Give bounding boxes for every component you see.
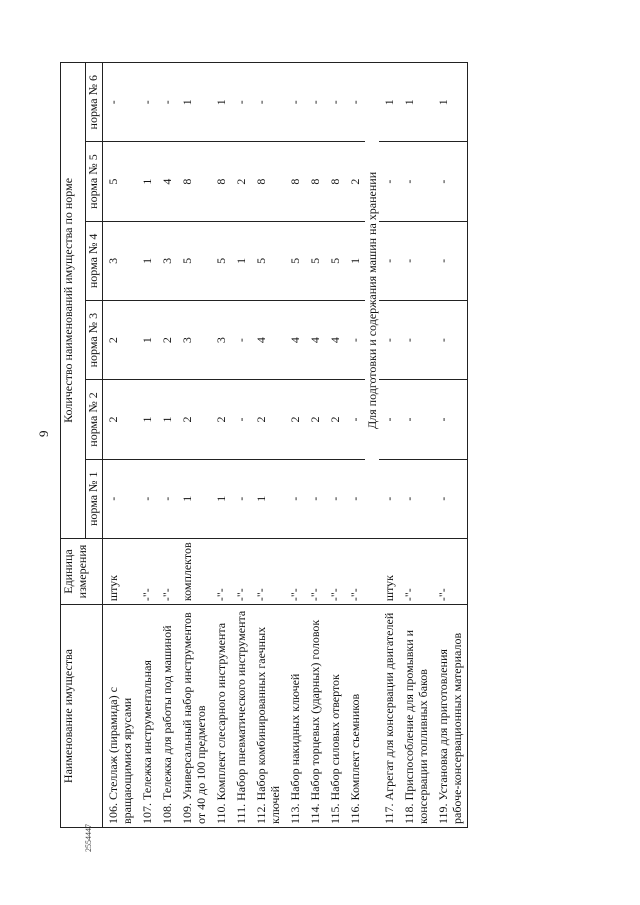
norm-1-value: 1	[177, 459, 211, 538]
norm-3-value: 4	[251, 301, 285, 380]
norm-4-value: 5	[251, 221, 285, 300]
table-row	[231, 63, 251, 828]
norm-2-value: 1	[157, 380, 177, 459]
item-unit: -"-	[285, 538, 305, 604]
norm-2-value: -	[399, 380, 433, 459]
norm-6-value: 1	[211, 63, 231, 142]
header-norm-4: норма № 4	[86, 221, 103, 300]
item-name: 107. Тележка инструментальная	[137, 605, 157, 828]
item-unit: -"-	[325, 538, 345, 604]
norm-3-value: -	[379, 301, 399, 380]
norm-2-value: 2	[103, 380, 138, 459]
item-unit: -"-	[137, 538, 157, 604]
norm-2-value: 2	[211, 380, 231, 459]
item-name: 106. Стеллаж (пирамида) с вращающимися ярусами	[103, 605, 138, 828]
norm-2-value: -	[433, 380, 468, 459]
norm-3-value: -	[231, 301, 251, 380]
norm-6-value: 1	[177, 63, 211, 142]
header-norm-5: норма № 5	[86, 142, 103, 221]
norm-3-value: 4	[285, 301, 305, 380]
header-unit: Единица измерения	[61, 538, 103, 604]
norm-1-value: -	[103, 459, 138, 538]
item-unit: штук	[103, 538, 138, 604]
header-norm-1: норма № 1	[86, 459, 103, 538]
norm-2-value: 2	[305, 380, 325, 459]
norm-6-value: -	[325, 63, 345, 142]
norm-5-value: 8	[211, 142, 231, 221]
norm-5-value: 1	[137, 142, 157, 221]
norm-4-value: 5	[211, 221, 231, 300]
norm-3-value: 3	[211, 301, 231, 380]
table-row	[325, 63, 345, 828]
table-row	[399, 63, 433, 828]
norm-4-value: 1	[137, 221, 157, 300]
header-norm-3: норма № 3	[86, 301, 103, 380]
norm-3-value: 2	[157, 301, 177, 380]
norm-1-value: 1	[211, 459, 231, 538]
section-spacer	[365, 538, 379, 604]
section-row	[365, 63, 379, 828]
item-name: 116. Комплект съемников	[345, 605, 365, 828]
item-name: 115. Набор силовых отверток	[325, 605, 345, 828]
table-row	[379, 63, 399, 828]
norm-3-value: 1	[137, 301, 157, 380]
norm-2-value: 2	[251, 380, 285, 459]
norm-5-value: 2	[231, 142, 251, 221]
table-row	[103, 63, 138, 828]
norm-5-value: 8	[305, 142, 325, 221]
item-name: 109. Универсальный набор инструментов от 40 до 100 предметов	[177, 605, 211, 828]
item-name: 117. Агрегат для консервации двигателей	[379, 605, 399, 828]
norm-1-value: -	[305, 459, 325, 538]
item-name: 119. Установка для приготовления рабоче-консервационных материалов	[433, 605, 468, 828]
item-name: 118. Приспособление для промывки и консервации топливных баков	[399, 605, 433, 828]
norm-2-value: -	[231, 380, 251, 459]
norm-3-value: -	[399, 301, 433, 380]
norm-6-value: -	[231, 63, 251, 142]
header-name: Наименование имущества	[61, 605, 103, 828]
norm-5-value: -	[433, 142, 468, 221]
item-name: 113. Набор накидных ключей	[285, 605, 305, 828]
norm-4-value: -	[399, 221, 433, 300]
norm-1-value: 1	[251, 459, 285, 538]
item-unit: -"-	[345, 538, 365, 604]
table-row	[211, 63, 231, 828]
section-title: Для подготовки и содержания машин на хранении	[365, 63, 379, 539]
norm-1-value: -	[231, 459, 251, 538]
item-name: 111. Набор пневматического инструмента	[231, 605, 251, 828]
norm-3-value: 4	[305, 301, 325, 380]
norm-1-value: -	[137, 459, 157, 538]
norm-4-value: 1	[345, 221, 365, 300]
header-norm-2: норма № 2	[86, 380, 103, 459]
item-name: 108. Тележка для работы под машиной	[157, 605, 177, 828]
norm-1-value: -	[157, 459, 177, 538]
norm-4-value: -	[379, 221, 399, 300]
rotated-table-container	[60, 62, 540, 828]
table-row	[137, 63, 157, 828]
norm-3-value: 3	[177, 301, 211, 380]
header-quantity-group: Количество наименований имущества по норме	[61, 63, 86, 539]
norm-1-value: -	[379, 459, 399, 538]
norm-3-value: 4	[325, 301, 345, 380]
item-unit: -"-	[305, 538, 325, 604]
norm-5-value: 4	[157, 142, 177, 221]
norm-2-value: 1	[137, 380, 157, 459]
item-unit: комплектов	[177, 538, 211, 604]
norm-4-value: 3	[157, 221, 177, 300]
item-unit: -"-	[231, 538, 251, 604]
norm-3-value: -	[345, 301, 365, 380]
section-spacer	[365, 605, 379, 828]
norm-5-value: 2	[345, 142, 365, 221]
norm-1-value: -	[399, 459, 433, 538]
norm-2-value: 2	[325, 380, 345, 459]
norm-4-value: 5	[325, 221, 345, 300]
item-unit: -"-	[251, 538, 285, 604]
item-unit: -"-	[399, 538, 433, 604]
norm-5-value: -	[399, 142, 433, 221]
norm-2-value: 2	[285, 380, 305, 459]
norm-6-value: -	[103, 63, 138, 142]
norm-6-value: -	[137, 63, 157, 142]
norm-4-value: 3	[103, 221, 138, 300]
norm-1-value: -	[325, 459, 345, 538]
norm-4-value: 5	[285, 221, 305, 300]
norm-5-value: 5	[103, 142, 138, 221]
item-name: 110. Комплект слесарного инструмента	[211, 605, 231, 828]
item-unit: -"-	[211, 538, 231, 604]
page-number: 9	[36, 430, 51, 437]
norm-1-value: -	[285, 459, 305, 538]
property-norms-table	[60, 62, 468, 828]
norm-5-value: 8	[177, 142, 211, 221]
norm-6-value: 1	[433, 63, 468, 142]
table-row	[345, 63, 365, 828]
norm-2-value: -	[379, 380, 399, 459]
norm-2-value: 2	[177, 380, 211, 459]
norm-6-value: -	[345, 63, 365, 142]
norm-1-value: -	[345, 459, 365, 538]
norm-6-value: -	[285, 63, 305, 142]
norm-6-value: -	[157, 63, 177, 142]
norm-6-value: -	[251, 63, 285, 142]
norm-5-value: 8	[285, 142, 305, 221]
table-row	[285, 63, 305, 828]
norm-5-value: -	[379, 142, 399, 221]
norm-1-value: -	[433, 459, 468, 538]
norm-3-value: -	[433, 301, 468, 380]
norm-4-value: 5	[305, 221, 325, 300]
item-unit: -"-	[157, 538, 177, 604]
table-row	[177, 63, 211, 828]
norm-4-value: -	[433, 221, 468, 300]
table-row	[305, 63, 325, 828]
norm-4-value: 5	[177, 221, 211, 300]
table-body	[103, 63, 468, 828]
header-norm-6: норма № 6	[86, 63, 103, 142]
item-name: 114. Набор торцевых (ударных) головок	[305, 605, 325, 828]
norm-3-value: 2	[103, 301, 138, 380]
norm-4-value: 1	[231, 221, 251, 300]
norm-5-value: 8	[325, 142, 345, 221]
item-name: 112. Набор комбинированных гаечных ключей	[251, 605, 285, 828]
norm-6-value: -	[305, 63, 325, 142]
table-row	[433, 63, 468, 828]
table-row	[251, 63, 285, 828]
norm-6-value: 1	[379, 63, 399, 142]
table-row	[157, 63, 177, 828]
norm-2-value: -	[345, 380, 365, 459]
norm-6-value: 1	[399, 63, 433, 142]
item-unit: -"-	[433, 538, 468, 604]
norm-5-value: 8	[251, 142, 285, 221]
item-unit: штук	[379, 538, 399, 604]
document-id: 2554447	[84, 824, 93, 852]
